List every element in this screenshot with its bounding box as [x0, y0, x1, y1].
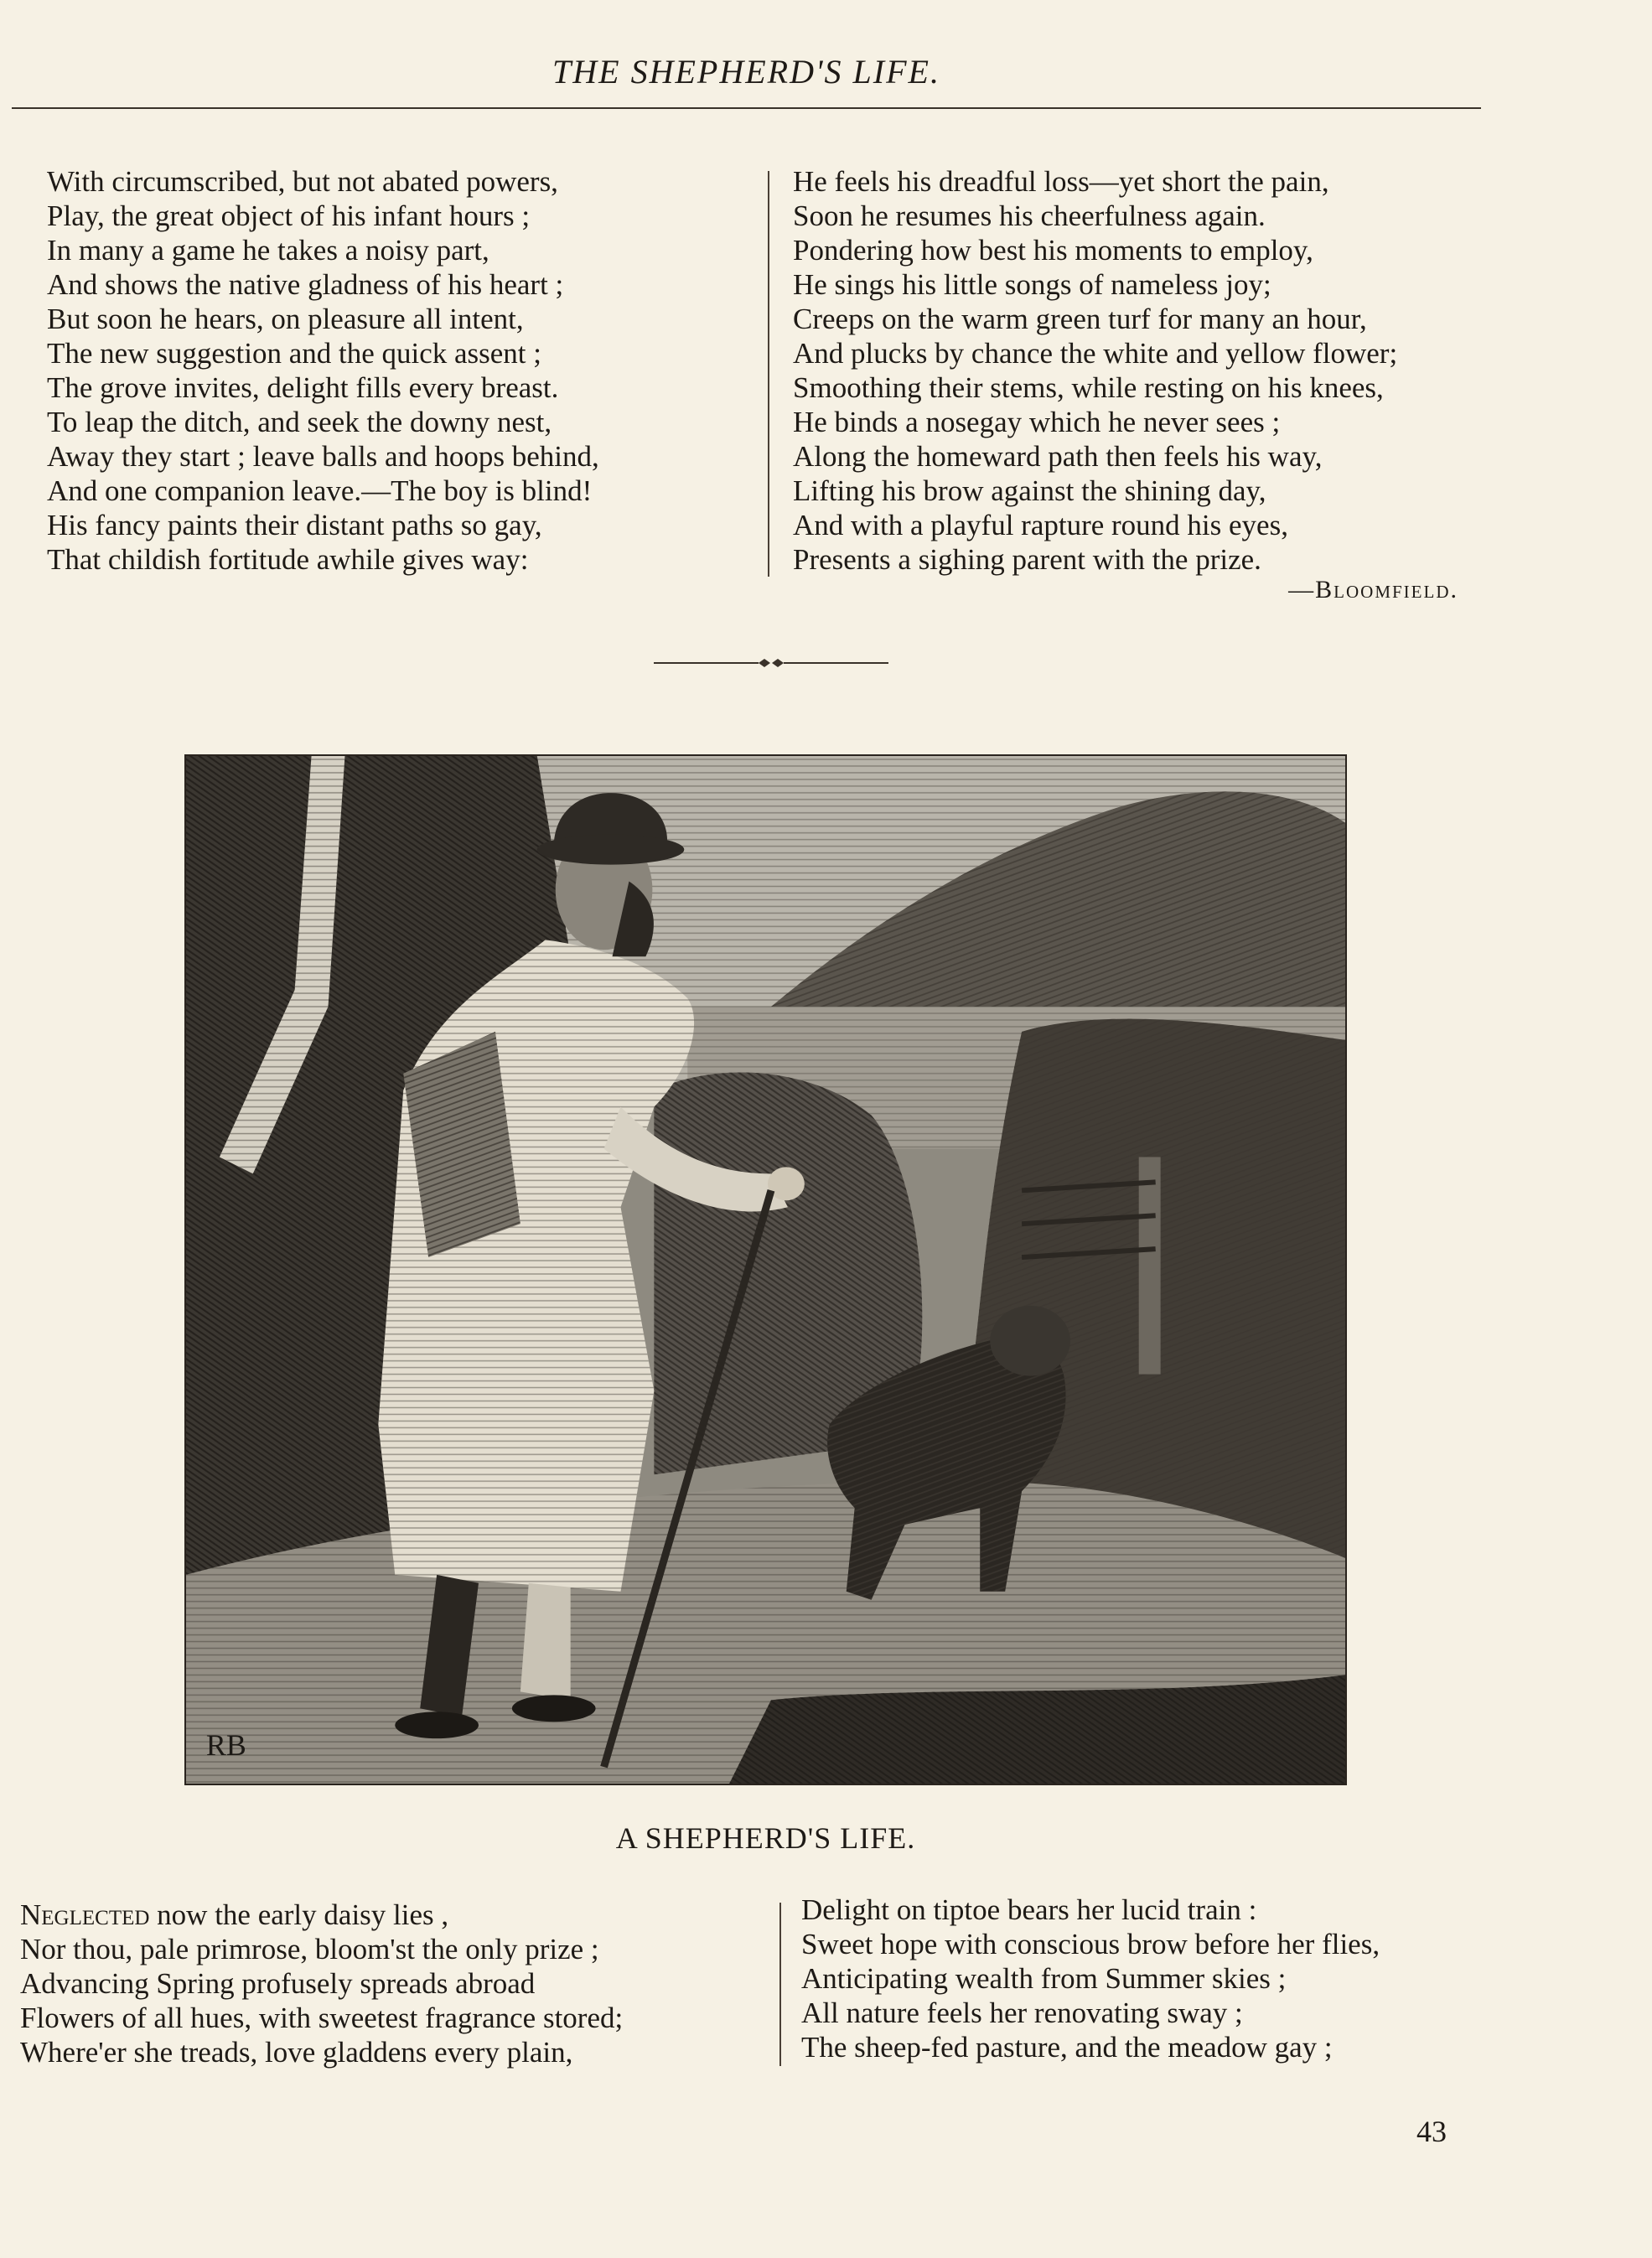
poem-line: To leap the ditch, and seek the downy nest, [47, 406, 552, 438]
header-rule [12, 107, 1481, 109]
poem-line: He feels his dreadful loss—yet short the pain, [793, 165, 1329, 198]
poem-line: Play, the great object of his infant hours ; [47, 199, 531, 232]
poem-line: His fancy paints their distant paths so gay, [47, 509, 542, 541]
poem-line: Flowers of all hues, with sweetest fragrance stored; [20, 2002, 624, 2034]
poem-top-left-column [47, 164, 599, 577]
poem-line: Nor thou, pale primrose, bloom'st the only prize ; [20, 1933, 599, 1965]
poem-line: Along the homeward path then feels his way, [793, 440, 1323, 473]
poem-line-rest: now the early daisy lies , [149, 1898, 449, 1931]
poem-line: He binds a nosegay which he never sees ; [793, 406, 1281, 438]
poem-line: And plucks by chance the white and yellow flower; [793, 337, 1398, 370]
poem-line: Lifting his brow against the shining day, [793, 474, 1266, 507]
poem-line: Delight on tiptoe bears her lucid train : [801, 1893, 1257, 1926]
poem-line: The new suggestion and the quick assent ; [47, 337, 542, 370]
poem-line: Creeps on the warm green turf for many an hour, [793, 303, 1367, 335]
poem-top-right-column [793, 164, 1397, 577]
poem-bottom-right-column [801, 1893, 1380, 2064]
engraving-drawing [186, 756, 1345, 1784]
poem-line: And with a playful rapture round his eyes, [793, 509, 1288, 541]
column-divider [779, 1903, 781, 2066]
poem-bottom-left-column [20, 1898, 623, 2069]
running-title: THE SHEPHERD'S LIFE. [552, 53, 940, 91]
artist-monogram: RB [205, 1728, 246, 1763]
drop-word: Neglected [20, 1898, 150, 1931]
poem-attribution: —Bloomfield. [1288, 576, 1458, 603]
poem-line: Sweet hope with conscious brow before her flies, [801, 1928, 1380, 1960]
poem-line: That childish fortitude awhile gives way: [47, 543, 529, 576]
poem-line: All nature feels her renovating sway ; [801, 1996, 1243, 2029]
poem-line: Away they start ; leave balls and hoops behind, [47, 440, 599, 473]
poem-line: Pondering how best his moments to employ, [793, 234, 1313, 267]
shepherd-engraving [184, 754, 1347, 1785]
illustration-caption: A SHEPHERD'S LIFE. [615, 1821, 916, 1855]
poem-line: But soon he hears, on pleasure all intent, [47, 303, 524, 335]
poem-line: The sheep-fed pasture, and the meadow gay ; [801, 2031, 1333, 2064]
ornament-divider [654, 650, 888, 676]
poem-line: Smoothing their stems, while resting on his knees, [793, 371, 1384, 404]
poem-line: The grove invites, delight fills every breast. [47, 371, 559, 404]
poem-line: Where'er she treads, love gladdens every plain, [20, 2036, 573, 2069]
poem-line: Anticipating wealth from Summer skies ; [801, 1962, 1287, 1995]
poem-line: And shows the native gladness of his heart ; [47, 268, 564, 301]
poem-line: In many a game he takes a noisy part, [47, 234, 489, 267]
poem-line [20, 1898, 623, 1932]
poem-line: Presents a sighing parent with the prize. [793, 543, 1261, 576]
poem-line: Soon he resumes his cheerfulness again. [793, 199, 1266, 232]
poem-line: Advancing Spring profusely spreads abroad [20, 1967, 536, 2000]
poem-line: And one companion leave.—The boy is blind! [47, 474, 593, 507]
poem-line: With circumscribed, but not abated powers, [47, 165, 558, 198]
poem-line: He sings his little songs of nameless joy; [793, 268, 1271, 301]
column-divider [768, 171, 769, 577]
page-number: 43 [1416, 2115, 1447, 2148]
